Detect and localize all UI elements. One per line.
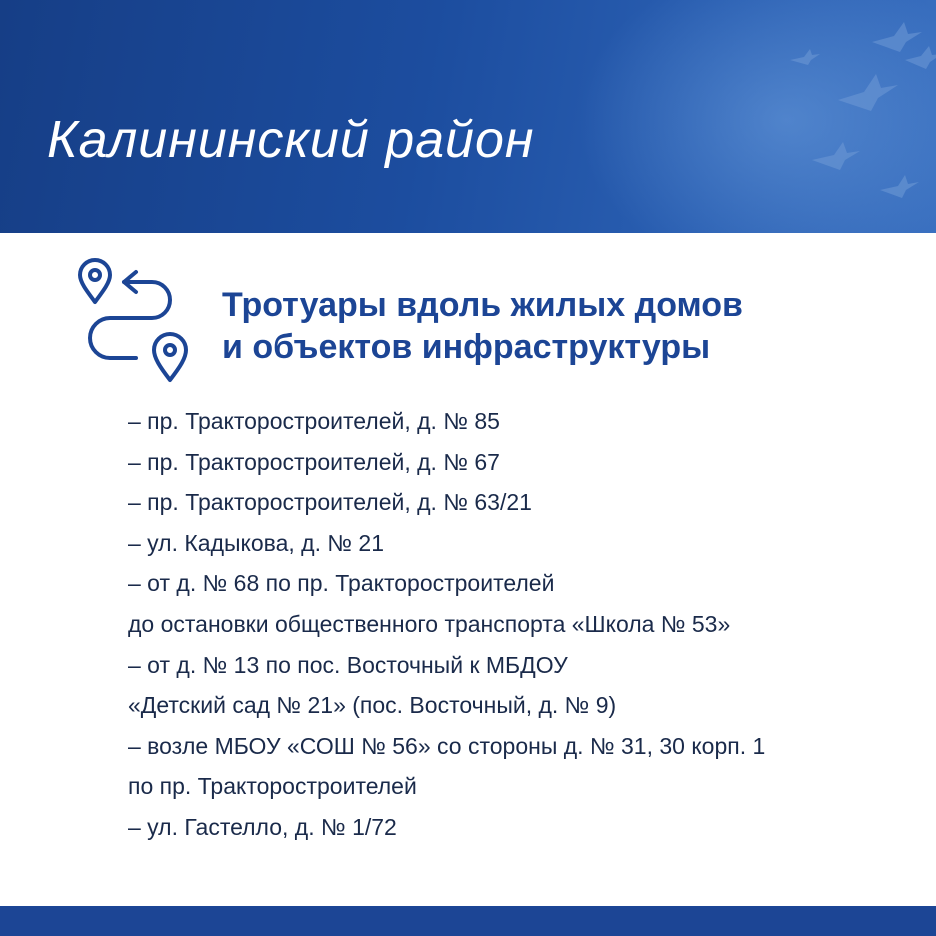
page-title: Калининский район	[47, 111, 535, 169]
list-item: – пр. Тракторостроителей, д. № 63/21	[128, 489, 532, 516]
list-item: до остановки общественного транспорта «Школа № 53»	[128, 610, 731, 637]
list-item: – возле МБОУ «СОШ № 56» со стороны д. № 31, 30 корп. 1	[128, 732, 766, 759]
list-item: «Детский сад № 21» (пос. Восточный, д. № 9)	[128, 692, 617, 719]
address-list	[128, 401, 928, 848]
list-item: – ул. Кадыкова, д. № 21	[128, 529, 385, 556]
list-item: – пр. Тракторостроителей, д. № 85	[128, 408, 500, 434]
route-map-pins-icon	[74, 258, 192, 384]
header-banner	[0, 0, 936, 233]
section-title	[222, 284, 743, 368]
list-item: – пр. Тракторостроителей, д. № 67	[128, 448, 500, 475]
list-item: – от д. № 13 по пос. Восточный к МБДОУ	[128, 651, 568, 678]
section-title-line2: и объектов инфраструктуры	[222, 328, 711, 366]
list-item: – от д. № 68 по пр. Тракторостроителей	[128, 570, 555, 597]
footer-bar	[0, 906, 936, 936]
list-item: по пр. Тракторостроителей	[128, 773, 417, 800]
section-title-line1: Тротуары вдоль жилых домов	[222, 286, 743, 324]
list-item: – ул. Гастелло, д. № 1/72	[128, 813, 397, 840]
